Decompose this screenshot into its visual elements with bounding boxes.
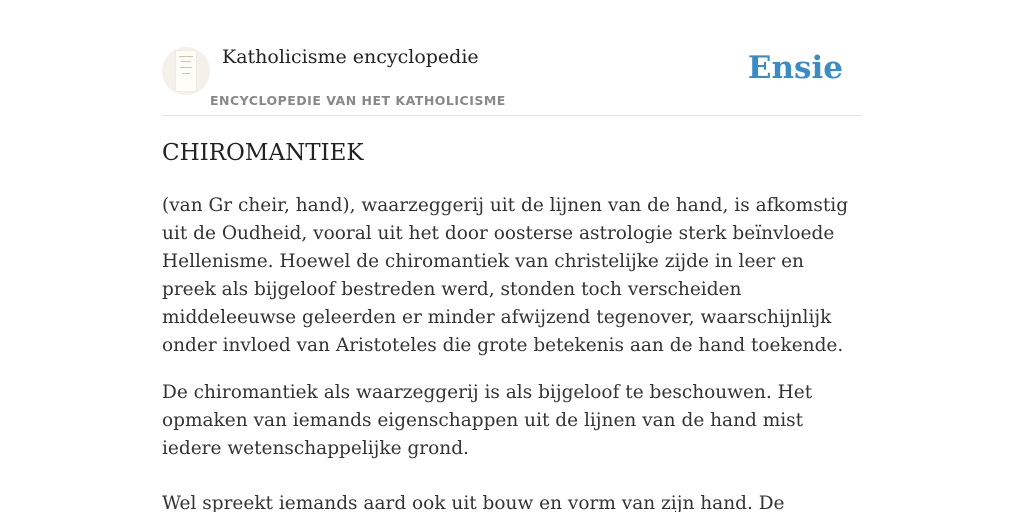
encyclopedia-cover-icon[interactable] bbox=[162, 47, 210, 95]
article-paragraph: (van Gr cheir, hand), waarzeggerij uit de lijnen van de hand, is afkomstig uit de Oudheid, vooral uit het door oosterse astrologie sterk beïnvloede Hellenisme. Hoewel de chiromantiek van christelijke zijde in leer en preek als bijgeloof bestreden werd, stonden toch verscheiden middeleeuwse geleerden er minder afwijzend tegenover, waarschijnlijk onder invloed van Aristoteles die grote betekenis aan de hand toekende. bbox=[162, 195, 849, 356]
article-title: CHIROMANTIEK bbox=[162, 140, 364, 166]
article-paragraph: De chiromantiek als waarzeggerij is als bijgeloof te beschouwen. Het opmaken van iemands eigenschappen uit de lijnen van de hand mist iedere wetenschappelijke grond. bbox=[162, 382, 813, 459]
site-title[interactable]: Katholicisme encyclopedie bbox=[222, 46, 479, 68]
site-subtitle: ENCYCLOPEDIE VAN HET KATHOLICISME bbox=[210, 93, 506, 108]
article-paragraph: Wel spreekt iemands aard ook uit bouw en vorm van zijn hand. De bbox=[162, 493, 785, 512]
site-header bbox=[162, 0, 862, 116]
ensie-logo-link[interactable]: Ensie bbox=[747, 50, 843, 86]
page-container bbox=[162, 0, 862, 512]
